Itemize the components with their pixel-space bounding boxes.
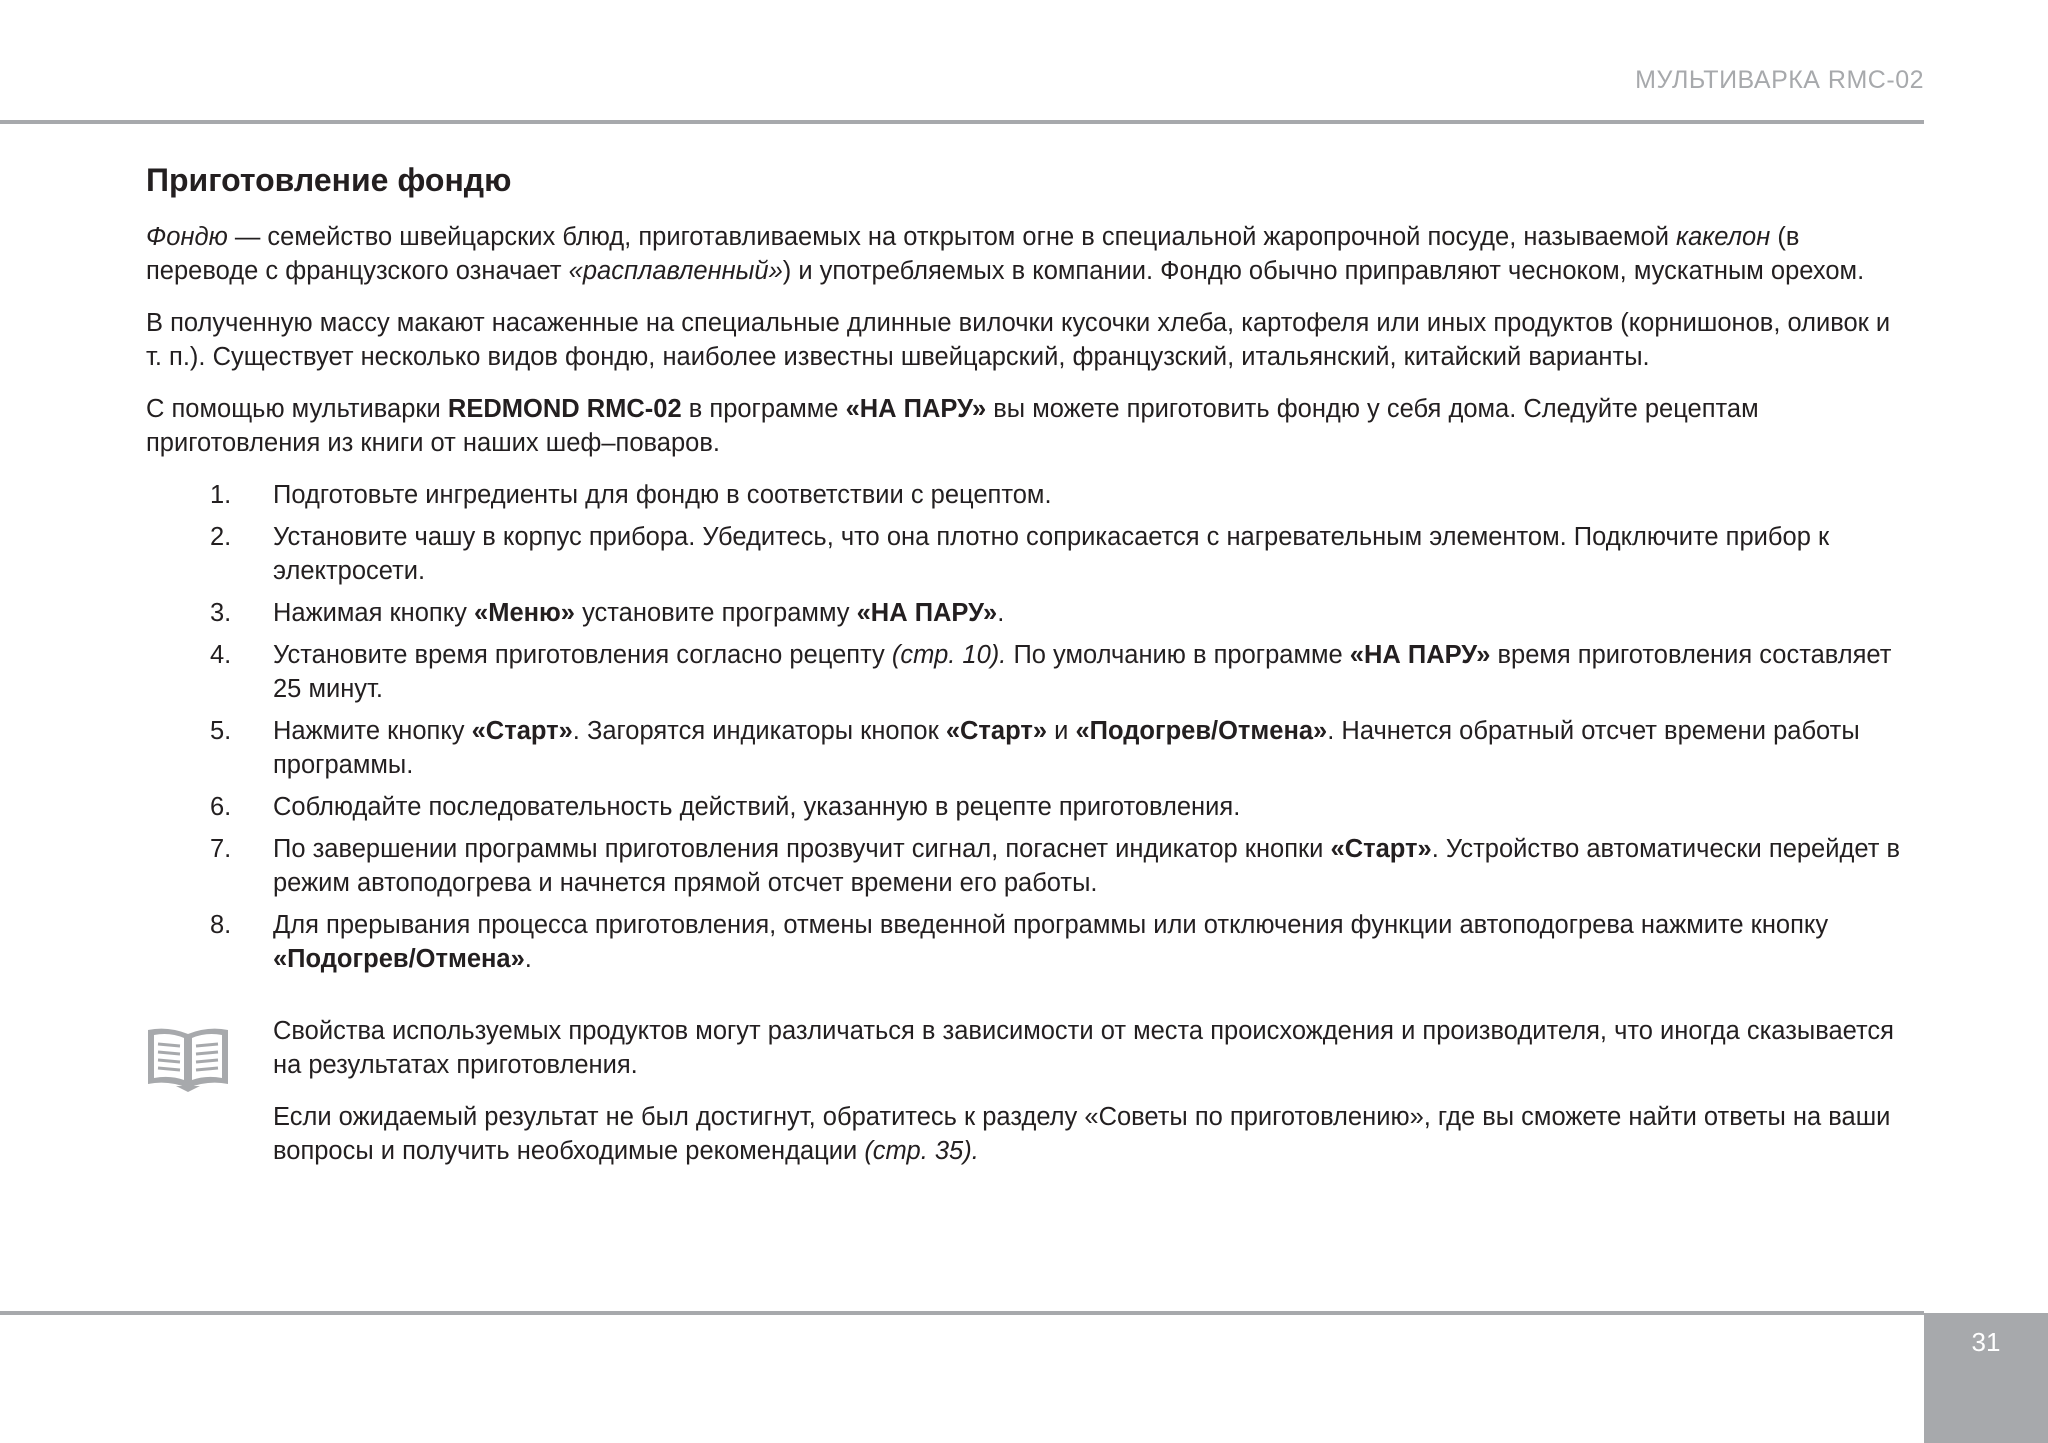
button-name: «Старт»	[945, 717, 1048, 745]
note-paragraph-2	[273, 1100, 1906, 1168]
text-span: Установите время приготовления согласно рецепту	[273, 641, 892, 669]
text-span: — семейство швейцарских блюд, приготавливаемых на открытом огне в специальной жаропрочной посуде, называемой	[227, 223, 1677, 251]
step-2	[146, 520, 1906, 588]
text-span: и	[1047, 717, 1076, 745]
step-7	[146, 832, 1906, 900]
text-span: ) и употребляемых в компании. Фондю обычно приправляют чесноком, мускатным орехом.	[782, 257, 1865, 285]
text-span: в программе	[681, 395, 846, 423]
text-span: Соблюдайте последовательность действий, указанную в рецепте приготовления.	[273, 793, 1241, 821]
text-span: По умолчанию в программе	[1006, 641, 1350, 669]
intro-paragraph-3	[146, 392, 1906, 460]
text-span: . Устройство автоматически перейдет в режим автоподогрева и начнется прямой отсчет времени его работы.	[273, 835, 1901, 897]
header-divider	[0, 120, 1924, 124]
page-number: 31	[1971, 1327, 2001, 1357]
text-span: установите программу	[574, 599, 857, 627]
text-span: Если ожидаемый результат не был достигнут, обратитесь к разделу «Советы по приготовлению», где вы сможете найти ответы на ваши вопросы и получить необходимые рекомендации	[273, 1103, 1891, 1165]
header-title: МУЛЬТИВАРКА RMC-02	[1635, 66, 1924, 94]
step-3	[146, 596, 1906, 630]
text-span: .	[524, 945, 532, 973]
button-name: «Старт»	[1330, 835, 1432, 863]
text-span: . Загорятся индикаторы кнопок	[572, 717, 946, 745]
step-1	[146, 478, 1906, 512]
text-span: вы можете приготовить фондю у себя дома. Следуйте рецептам приготовления из книги от наших шеф–поваров.	[146, 395, 1759, 457]
steps-list	[146, 478, 1906, 976]
intro-paragraph-2: В полученную массу макают насаженные на специальные длинные вилочки кусочки хлеба, картофеля или иных продуктов (корнишонов, оливок и т. п.). Существует несколько видов фондю, наиболее известны швейцарский, французский, итальянский, китайский варианты.	[146, 309, 1891, 371]
term-melted: «расплавленный»	[568, 257, 783, 285]
text-span: Нажимая кнопку	[273, 599, 475, 627]
step-5	[146, 714, 1906, 782]
section-title: Приготовление фондю	[146, 162, 512, 198]
text-span: Установите чашу в корпус прибора. Убедитесь, что она плотно соприкасается с нагревательным элементом. Подключите прибор к электросети.	[273, 523, 1830, 585]
step-4	[146, 638, 1906, 706]
button-name: «Подогрев/Отмена»	[273, 945, 525, 973]
button-name: «Старт»	[471, 717, 573, 745]
text-span: С помощью мультиварки	[146, 395, 448, 423]
step-number: 7.	[210, 835, 232, 863]
note-paragraph-1: Свойства используемых продуктов могут различаться в зависимости от места происхождения и производителя, что иногда сказывается на результатах приготовления.	[273, 1017, 1894, 1079]
program-name: «НА ПАРУ»	[1349, 641, 1491, 669]
footer-divider	[0, 1311, 1924, 1315]
step-number: 5.	[210, 717, 232, 745]
program-name: «НА ПАРУ»	[845, 395, 987, 423]
text-span: . Начнется обратный отсчет времени работы программы.	[273, 717, 1860, 779]
text-span: По завершении программы приготовления прозвучит сигнал, погаснет индикатор кнопки	[273, 835, 1331, 863]
step-number: 4.	[210, 641, 232, 669]
text-span: .	[997, 599, 1005, 627]
open-book-icon	[146, 1026, 230, 1092]
text-span: Для прерывания процесса приготовления, отмены введенной программы или отключения функции автоподогрева нажмите кнопку	[273, 911, 1829, 939]
text-span: Подготовьте ингредиенты для фондю в соответствии с рецептом.	[273, 481, 1052, 509]
page-reference: (стр. 35).	[864, 1137, 979, 1165]
brand-name: REDMOND RMC-02	[447, 395, 682, 423]
intro-paragraph-1	[146, 220, 1906, 288]
step-6	[146, 790, 1906, 824]
term-fondue: Фондю	[146, 223, 228, 251]
text-span: время приготовления составляет 25 минут.	[273, 641, 1892, 703]
step-8	[146, 908, 1906, 976]
page-reference: (стр. 10).	[891, 641, 1007, 669]
step-number: 1.	[210, 481, 232, 509]
step-number: 3.	[210, 599, 232, 627]
button-name: «Подогрев/Отмена»	[1075, 717, 1328, 745]
step-number: 8.	[210, 911, 232, 939]
note-block	[146, 1014, 1906, 1168]
text-span: Нажмите кнопку	[273, 717, 472, 745]
button-name: «Меню»	[474, 599, 575, 627]
text-span: (в переводе с французского означает	[146, 223, 1800, 285]
page-content	[146, 158, 1906, 1186]
step-number: 2.	[210, 523, 232, 551]
term-caquelon: какелон	[1676, 223, 1771, 251]
step-number: 6.	[210, 793, 232, 821]
program-name: «НА ПАРУ»	[856, 599, 998, 627]
page-number-box	[1924, 1313, 2048, 1443]
